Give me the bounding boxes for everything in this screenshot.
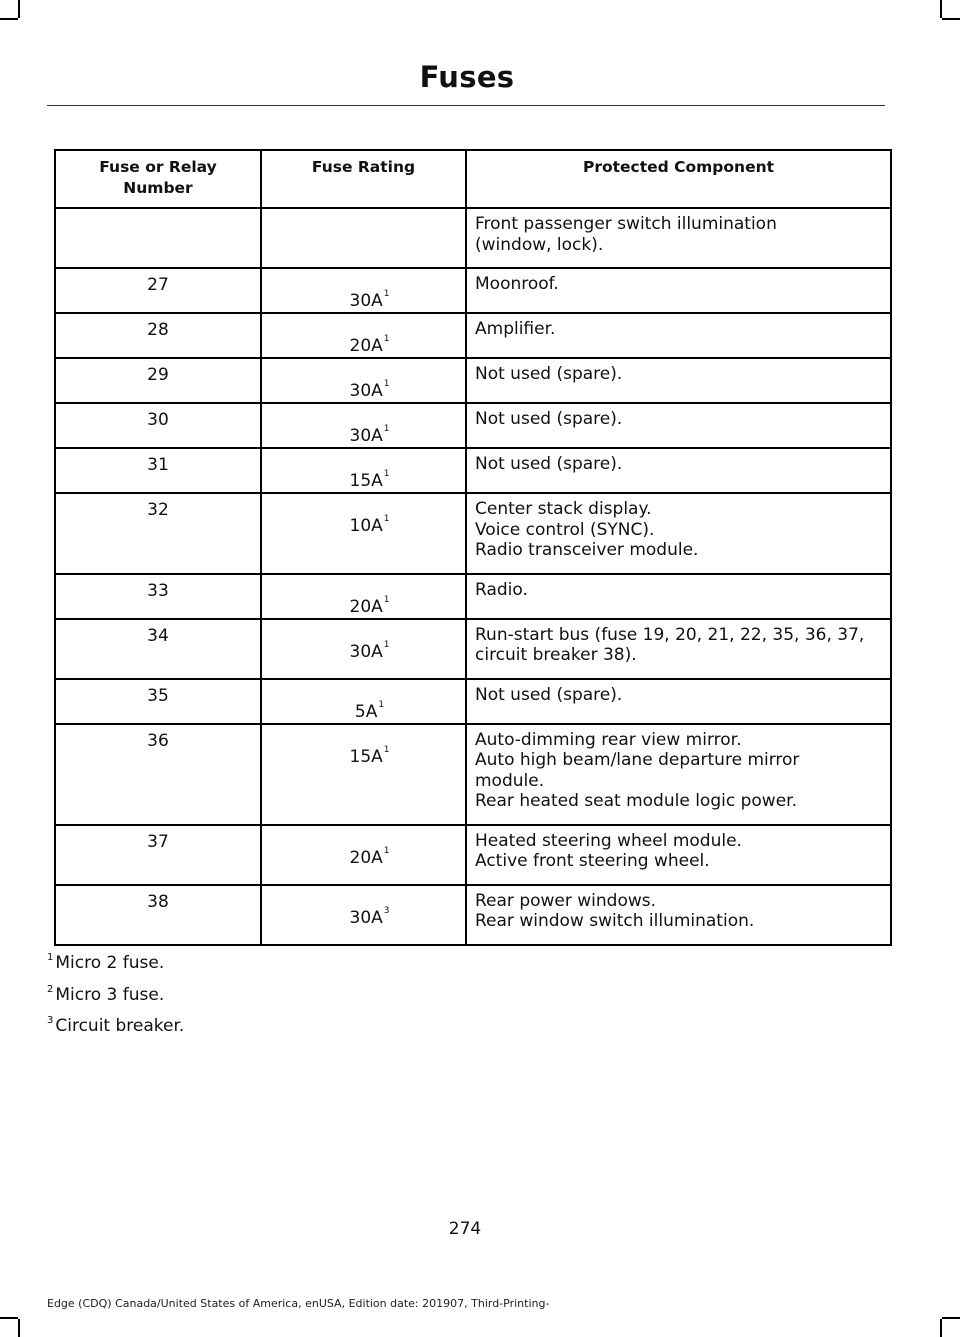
component-line: Not used (spare).	[475, 684, 623, 705]
column-header-fuse-number: Fuse or Relay Number	[55, 150, 261, 208]
component-line: Amplifier.	[475, 319, 556, 339]
footnote-marker: 1	[383, 514, 390, 524]
footnote-marker: 1	[383, 334, 390, 344]
footnote-marker: 1	[383, 424, 390, 434]
table-row	[55, 403, 891, 448]
component-line: Rear power windows.	[475, 890, 657, 911]
fuse-rating-value: 20A	[349, 596, 383, 617]
fuse-rating-value: 30A	[349, 641, 383, 662]
fuse-number-cell: 33	[55, 574, 261, 619]
component-line: Active front steering wheel.	[475, 851, 710, 871]
component-line: (window, lock).	[475, 234, 604, 255]
footnote-marker: 1	[378, 699, 385, 710]
fuse-rating-cell	[261, 825, 466, 885]
fuse-rating-cell	[261, 724, 466, 825]
fuse-rating-cell	[261, 493, 466, 574]
footnote: $^2$ Micro 3 fuse.	[47, 983, 165, 1005]
crop-mark	[0, 1317, 18, 1319]
fuse-number-cell: 29	[55, 358, 261, 403]
crop-mark	[942, 1317, 960, 1319]
crop-mark	[18, 0, 20, 18]
fuse-rating-cell	[261, 313, 466, 358]
table-row	[55, 679, 891, 724]
table-row	[55, 448, 891, 493]
protected-component-cell	[466, 358, 891, 403]
crop-mark	[940, 1319, 942, 1337]
table-row	[55, 724, 891, 825]
fuse-rating-value: 5A	[354, 701, 378, 722]
table-row	[55, 268, 891, 313]
fuse-rating-value: 15A	[349, 746, 383, 767]
footnote-marker: 1	[383, 379, 390, 389]
fuse-number-cell: 27	[55, 268, 261, 313]
fuse-rating-cell	[261, 885, 466, 945]
table-row	[55, 825, 891, 885]
protected-component-cell	[466, 724, 891, 825]
footnote-marker: 1	[383, 469, 390, 479]
component-line: Radio transceiver module.	[475, 540, 699, 560]
component-line: Center stack display.	[475, 499, 652, 519]
column-header-fuse-rating: Fuse Rating	[261, 150, 466, 208]
table-row	[55, 574, 891, 619]
protected-component-cell	[466, 313, 891, 358]
fuse-number-cell: 30	[55, 403, 261, 448]
fuse-number-cell: 34	[55, 619, 261, 679]
component-line: Moonroof.	[475, 274, 559, 294]
crop-mark	[942, 18, 960, 20]
fuse-rating-value: 30A	[349, 426, 383, 446]
fuse-rating-value: 30A	[349, 907, 383, 928]
footnote-marker: 1	[383, 594, 390, 605]
table-header-row	[55, 150, 891, 208]
component-line: Not used (spare).	[475, 454, 623, 474]
fuse-rating-cell	[261, 268, 466, 313]
protected-component-cell	[466, 268, 891, 313]
fuse-rating-cell	[261, 358, 466, 403]
crop-mark	[18, 1319, 20, 1337]
fuse-number-cell: 32	[55, 493, 261, 574]
component-line: Not used (spare).	[475, 364, 623, 384]
protected-component-cell	[466, 403, 891, 448]
footnote-marker: 3	[383, 905, 390, 916]
fuse-rating-cell	[261, 448, 466, 493]
component-line: module.	[475, 770, 545, 791]
component-line: Rear window switch illumination.	[475, 911, 755, 931]
table-row	[55, 619, 891, 679]
fuse-rating-cell	[261, 208, 466, 268]
component-line: Radio.	[475, 579, 528, 600]
table-row	[55, 493, 891, 574]
fuse-rating-value: 20A	[349, 336, 383, 356]
fuse-number-cell: 31	[55, 448, 261, 493]
protected-component-cell	[466, 619, 891, 679]
footnote: $^3$ Circuit breaker.	[47, 1015, 185, 1036]
component-line: Front passenger switch illumination	[475, 214, 777, 234]
fuse-rating-value: 15A	[349, 471, 383, 491]
table-row	[55, 208, 891, 268]
component-line: Voice control (SYNC).	[475, 519, 655, 540]
protected-component-cell	[466, 448, 891, 493]
fuse-rating-value: 30A	[349, 381, 383, 401]
footnotes	[47, 945, 184, 1040]
protected-component-cell	[466, 493, 891, 574]
table-row	[55, 885, 891, 945]
component-line: Auto-dimming rear view mirror.	[475, 729, 742, 750]
fuse-rating-cell	[261, 403, 466, 448]
column-header-protected-component: Protected Component	[466, 150, 891, 208]
page-title: Fuses	[419, 60, 515, 94]
fuse-number-cell	[55, 208, 261, 268]
fuse-rating-cell	[261, 619, 466, 679]
protected-component-cell	[466, 208, 891, 268]
table-row	[55, 358, 891, 403]
page-number: 274	[448, 1219, 482, 1239]
page-footer: Edge (CDQ) Canada/United States of America, enUSA, Edition date: 201907, Third-Printing-	[47, 1297, 550, 1310]
component-line: Auto high beam/lane departure mirror	[475, 750, 800, 770]
fuse-rating-value: 20A	[349, 847, 383, 868]
component-line: Rear heated seat module logic power.	[475, 791, 797, 811]
table-row	[55, 313, 891, 358]
component-line: Heated steering wheel module.	[475, 830, 742, 851]
fuse-number-cell: 35	[55, 679, 261, 724]
crop-mark	[940, 0, 942, 18]
title-divider	[47, 105, 885, 106]
protected-component-cell	[466, 679, 891, 724]
protected-component-cell	[466, 825, 891, 885]
footnote-marker: 1	[383, 744, 390, 755]
footnote-marker: 1	[383, 639, 390, 650]
fuse-number-cell: 36	[55, 724, 261, 825]
component-line: Not used (spare).	[475, 409, 623, 429]
footnote-marker: 1	[383, 845, 390, 856]
fuse-rating-value: 30A	[349, 291, 383, 311]
component-line: circuit breaker 38).	[475, 645, 637, 665]
fuse-rating-value: 10A	[349, 516, 383, 536]
fuse-number-cell: 28	[55, 313, 261, 358]
crop-mark	[0, 18, 18, 20]
fuse-number-cell: 37	[55, 825, 261, 885]
fuse-table	[54, 149, 892, 946]
component-line: Run-start bus (fuse 19, 20, 21, 22, 35, 36, 37,	[475, 624, 865, 645]
footnote: $^1$ Micro 2 fuse.	[47, 952, 165, 973]
fuse-rating-cell	[261, 574, 466, 619]
fuse-number-cell: 38	[55, 885, 261, 945]
protected-component-cell	[466, 885, 891, 945]
footnote-marker: 1	[383, 289, 390, 299]
fuse-rating-cell	[261, 679, 466, 724]
protected-component-cell	[466, 574, 891, 619]
